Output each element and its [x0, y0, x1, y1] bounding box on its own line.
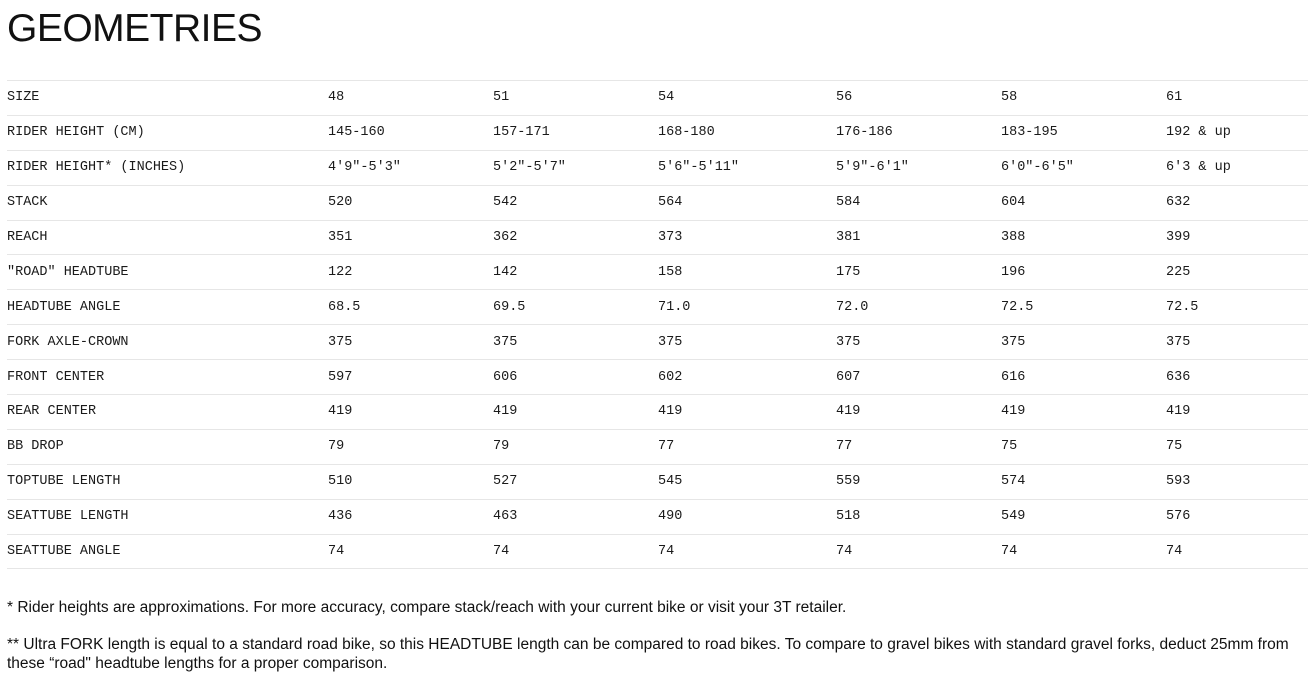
table-cell: 74 [1001, 534, 1166, 569]
table-cell: 606 [493, 360, 658, 395]
row-label: SEATTUBE LENGTH [7, 499, 328, 534]
geometry-table-body [7, 81, 1308, 569]
table-cell: 419 [658, 395, 836, 430]
table-cell: 375 [836, 325, 1001, 360]
table-cell: 77 [836, 429, 1001, 464]
table-row [7, 534, 1308, 569]
table-cell: 375 [328, 325, 493, 360]
table-cell: 520 [328, 185, 493, 220]
table-row [7, 429, 1308, 464]
row-label: REACH [7, 220, 328, 255]
page-title: GEOMETRIES [7, 7, 263, 50]
row-label: REAR CENTER [7, 395, 328, 430]
table-cell: 381 [836, 220, 1001, 255]
table-cell: 72.5 [1166, 290, 1308, 325]
table-cell: 51 [493, 81, 658, 116]
table-cell: 72.5 [1001, 290, 1166, 325]
table-cell: 74 [658, 534, 836, 569]
row-label: "ROAD" HEADTUBE [7, 255, 328, 290]
table-cell: 6'0"-6'5" [1001, 150, 1166, 185]
table-cell: 607 [836, 360, 1001, 395]
table-cell: 61 [1166, 81, 1308, 116]
row-label: FRONT CENTER [7, 360, 328, 395]
table-cell: 636 [1166, 360, 1308, 395]
table-cell: 542 [493, 185, 658, 220]
table-cell: 79 [493, 429, 658, 464]
table-cell: 74 [328, 534, 493, 569]
table-cell: 604 [1001, 185, 1166, 220]
table-cell: 373 [658, 220, 836, 255]
table-cell: 142 [493, 255, 658, 290]
table-cell: 559 [836, 464, 1001, 499]
table-cell: 419 [328, 395, 493, 430]
table-row [7, 290, 1308, 325]
row-label: FORK AXLE-CROWN [7, 325, 328, 360]
table-cell: 79 [328, 429, 493, 464]
row-label: BB DROP [7, 429, 328, 464]
table-cell: 527 [493, 464, 658, 499]
table-cell: 362 [493, 220, 658, 255]
table-cell: 168-180 [658, 115, 836, 150]
row-label: RIDER HEIGHT (CM) [7, 115, 328, 150]
table-cell: 176-186 [836, 115, 1001, 150]
table-cell: 545 [658, 464, 836, 499]
rider-height-footnote: * Rider heights are approximations. For more accuracy, compare stack/reach with your current bike or visit your 3T retailer. [7, 599, 847, 616]
table-row [7, 464, 1308, 499]
table-cell: 145-160 [328, 115, 493, 150]
table-cell: 56 [836, 81, 1001, 116]
table-cell: 5'6"-5'11" [658, 150, 836, 185]
table-cell: 6'3 & up [1166, 150, 1308, 185]
table-cell: 175 [836, 255, 1001, 290]
table-cell: 597 [328, 360, 493, 395]
table-cell: 183-195 [1001, 115, 1166, 150]
table-cell: 616 [1001, 360, 1166, 395]
table-cell: 225 [1166, 255, 1308, 290]
row-label: TOPTUBE LENGTH [7, 464, 328, 499]
table-cell: 419 [1166, 395, 1308, 430]
table-cell: 375 [1166, 325, 1308, 360]
table-cell: 72.0 [836, 290, 1001, 325]
table-row [7, 255, 1308, 290]
table-cell: 375 [1001, 325, 1166, 360]
table-cell: 463 [493, 499, 658, 534]
table-cell: 576 [1166, 499, 1308, 534]
table-cell: 518 [836, 499, 1001, 534]
table-row [7, 499, 1308, 534]
table-row [7, 395, 1308, 430]
table-cell: 75 [1001, 429, 1166, 464]
headtube-footnote: ** Ultra FORK length is equal to a standard road bike, so this HEADTUBE length can be compared to road bikes. To compare to gravel bikes with standard gravel forks, deduct 25mm from these “road" headtube lengths for a proper comparison. [7, 636, 1289, 672]
table-cell: 399 [1166, 220, 1308, 255]
table-cell: 419 [1001, 395, 1166, 430]
table-cell: 68.5 [328, 290, 493, 325]
row-label: RIDER HEIGHT* (INCHES) [7, 150, 328, 185]
table-row [7, 220, 1308, 255]
table-cell: 58 [1001, 81, 1166, 116]
row-label: SIZE [7, 81, 328, 116]
table-cell: 584 [836, 185, 1001, 220]
table-cell: 351 [328, 220, 493, 255]
table-cell: 510 [328, 464, 493, 499]
table-cell: 388 [1001, 220, 1166, 255]
table-cell: 419 [836, 395, 1001, 430]
table-cell: 54 [658, 81, 836, 116]
table-cell: 74 [1166, 534, 1308, 569]
table-cell: 632 [1166, 185, 1308, 220]
table-cell: 5'9"-6'1" [836, 150, 1001, 185]
table-row [7, 325, 1308, 360]
table-cell: 375 [658, 325, 836, 360]
table-row [7, 185, 1308, 220]
table-row [7, 81, 1308, 116]
table-cell: 75 [1166, 429, 1308, 464]
table-cell: 549 [1001, 499, 1166, 534]
table-cell: 77 [658, 429, 836, 464]
table-cell: 5'2"-5'7" [493, 150, 658, 185]
table-cell: 48 [328, 81, 493, 116]
table-cell: 564 [658, 185, 836, 220]
row-label: STACK [7, 185, 328, 220]
row-label: SEATTUBE ANGLE [7, 534, 328, 569]
table-cell: 436 [328, 499, 493, 534]
table-cell: 593 [1166, 464, 1308, 499]
table-cell: 74 [493, 534, 658, 569]
table-cell: 71.0 [658, 290, 836, 325]
table-cell: 74 [836, 534, 1001, 569]
table-row [7, 150, 1308, 185]
table-cell: 157-171 [493, 115, 658, 150]
table-cell: 122 [328, 255, 493, 290]
table-cell: 192 & up [1166, 115, 1308, 150]
table-cell: 196 [1001, 255, 1166, 290]
row-label: HEADTUBE ANGLE [7, 290, 328, 325]
table-cell: 4'9"-5'3" [328, 150, 493, 185]
geometry-table [7, 80, 1308, 569]
table-cell: 574 [1001, 464, 1166, 499]
table-cell: 419 [493, 395, 658, 430]
table-cell: 602 [658, 360, 836, 395]
table-cell: 375 [493, 325, 658, 360]
table-row [7, 115, 1308, 150]
table-cell: 490 [658, 499, 836, 534]
table-cell: 69.5 [493, 290, 658, 325]
table-cell: 158 [658, 255, 836, 290]
table-row [7, 360, 1308, 395]
